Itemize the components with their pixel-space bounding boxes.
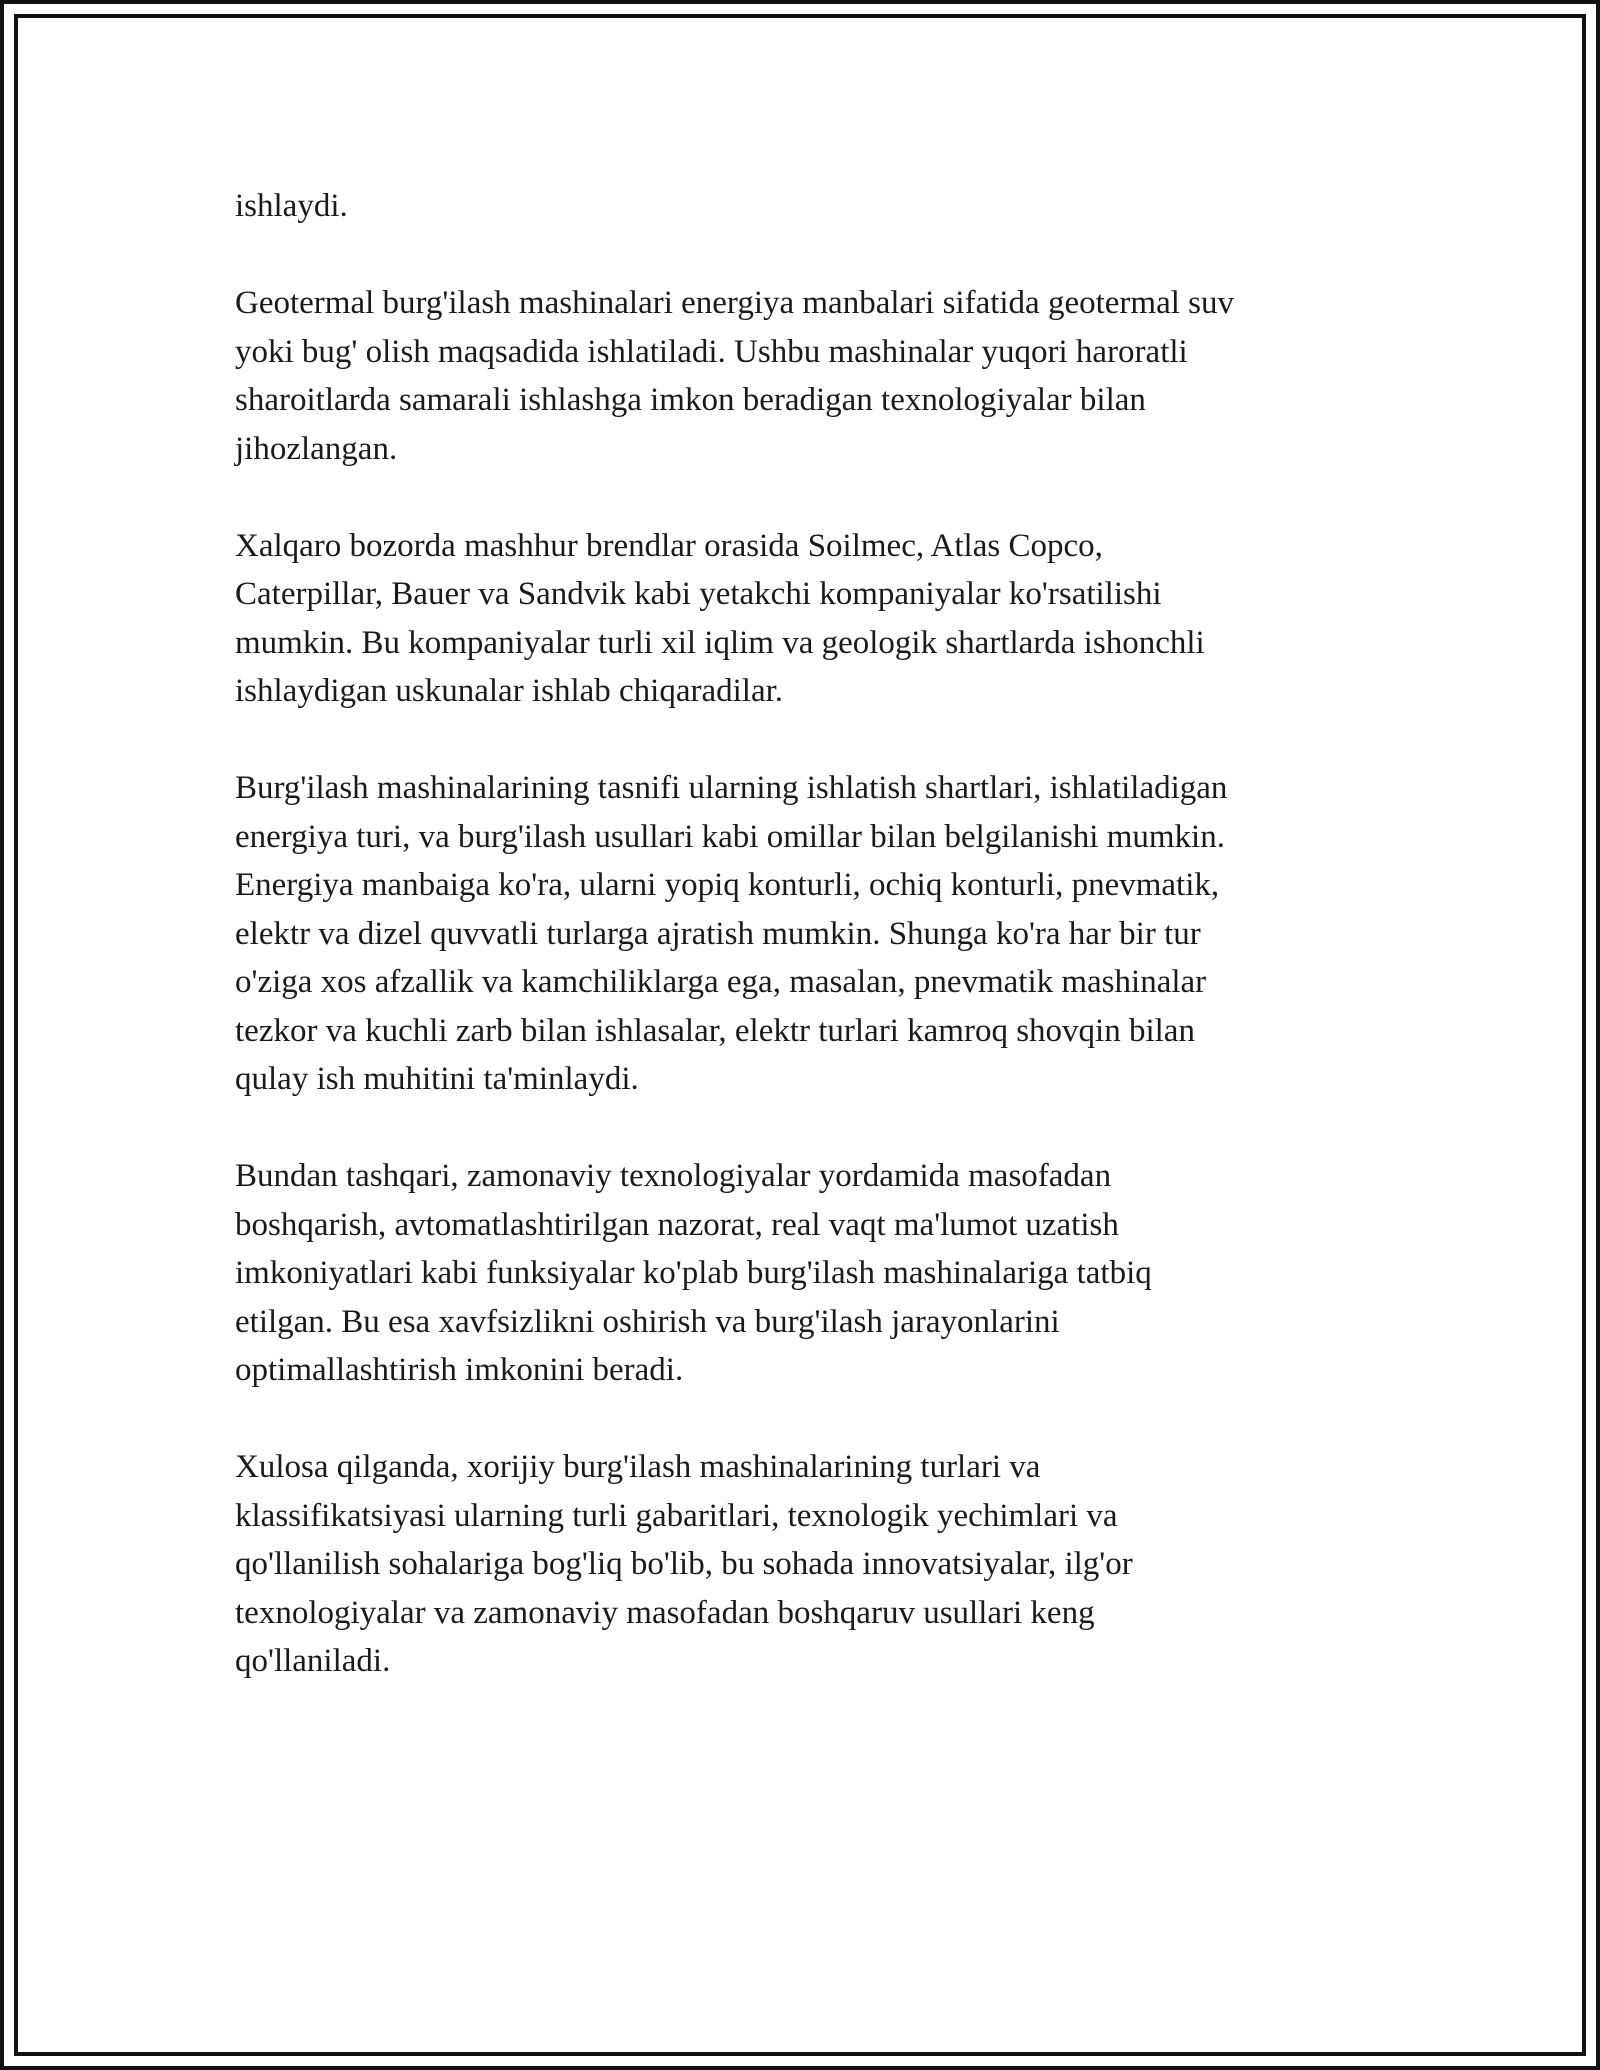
paragraph-3: Xalqaro bozorda mashhur brendlar orasida Soilmec, Atlas Copco, Caterpillar, Bauer va Sandvik kabi yetakchi kompaniyalar ko'rsatilishi mumkin. Bu kompaniyalar turli xil iqlim va geologik shartlarda ishonchli ishlaydigan uskunalar ishlab chiqaradilar. xyxy=(235,527,1205,709)
paragraph-2: Geotermal burg'ilash mashinalari energiya manbalari sifatida geotermal suv yoki bug' olish maqsadida ishlatiladi. Ushbu mashinalar yuqori haroratli sharoitlarda samarali ishlashga imkon beradigan texnologiyalar bilan jihozlangan. xyxy=(235,285,1234,467)
document-body xyxy=(235,182,1375,1734)
paragraph-5: Bundan tashqari, zamonaviy texnologiyalar yordamida masofadan boshqarish, avtomatlashtirilgan nazorat, real vaqt ma'lumot uzatish imkoniyatlari kabi funksiyalar ko'plab burg'ilash mashinalariga tatbiq etilgan. Bu esa xavfsizlikni oshirish va burg'ilash jarayonlarini optimallashtirish imkonini beradi. xyxy=(235,1158,1152,1388)
paragraph-6: Xulosa qilganda, xorijiy burg'ilash mashinalarining turlari va klassifikatsiyasi ularning turli gabaritlari, texnologik yechimlari va qo'llanilish sohalariga bog'liq bo'lib, bu sohada innovatsiyalar, ilg'or texnologiyalar va zamonaviy masofadan boshqaruv usullari keng qo'llaniladi. xyxy=(235,1449,1133,1679)
paragraph-1: ishlaydi. xyxy=(235,188,348,224)
paragraph-4: Burg'ilash mashinalarining tasnifi ularning ishlatish shartlari, ishlatiladigan energiya turi, va burg'ilash usullari kabi omillar bilan belgilanishi mumkin. Energiya manbaiga ko'ra, ularni yopiq konturli, ochiq konturli, pnevmatik, elektr va dizel quvvatli turlarga ajratish mumkin. Shunga ko'ra har bir tur o'ziga xos afzallik va kamchiliklarga ega, masalan, pnevmatik mashinalar tezkor va kuchli zarb bilan ishlasalar, elektr turlari kamroq shovqin bilan qulay ish muhitini ta'minlaydi. xyxy=(235,770,1228,1097)
